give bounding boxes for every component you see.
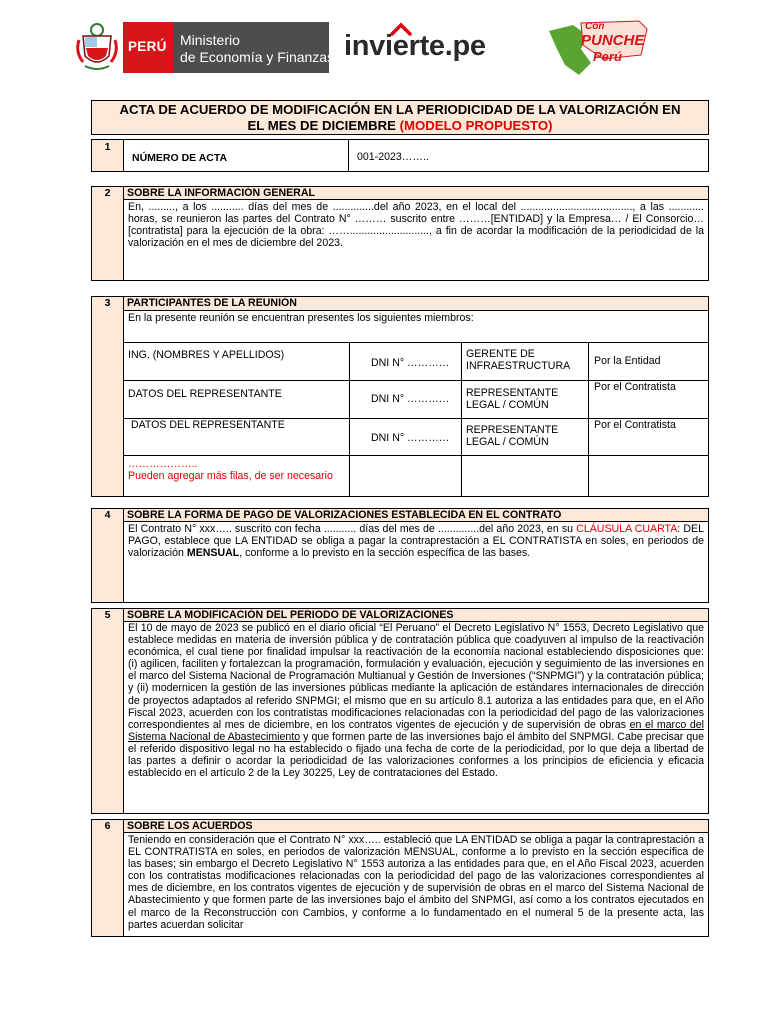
section2-heading: SOBRE LA INFORMACIÓN GENERAL [127,187,315,199]
participant-extra-dni-cell [349,455,462,497]
participant-row-3-role-cell [461,418,589,456]
section2-heading-cell [123,186,709,200]
participant-row-1-party-cell [588,342,709,381]
participant-role: REPRESENTANTE LEGAL / COMÚN [466,424,559,448]
participant-name: ING. (NOMBRES Y APELLIDOS) [128,349,285,361]
peru-coat-of-arms-logo [75,22,119,74]
punche-con: Con [585,21,605,32]
section3-number-cell [91,296,124,497]
section1-number: 1 [104,141,111,153]
section5-body-cell [123,621,709,814]
peru-word: PERÚ [128,39,167,54]
section4-number: 4 [104,509,111,521]
ministry-line1: Ministerio [180,32,240,48]
section4-text-c: , conforme a lo previsto en la sección específica de las bases. [239,547,531,560]
invierte-wordmark: invierte.pe [344,30,486,62]
section5-underlined: en el marco del Sistema Nacional de Abastecimiento [128,718,704,743]
acta-number-value: 001-2023…….. [357,151,429,163]
section5-body [124,622,708,779]
section4-body-cell [123,521,709,603]
section5-text-a: El 10 de mayo de 2023 se publicó en el diario oficial “El Peruano” el Decreto Legislativo N° 1553, Decreto Legislativo que establece medidas en materia de inversión pública y de contratación pública que coadyuven al impulso de la reactivación económica, el cual tiene por finalidad impulsar la reactivación de la economía nacional estableciendo disposiciones que: (i) agilicen, faciliten y fortalezcan la programación, formulación y evaluación, ejecución y seguimiento de las inversiones en el marco del Sistema Nacional de Programación Multianual y Gestión de Inversiones (“SNPMGI”) y la contratación pública; y (ii) modernicen la gestión de las inversiones públicas mediante la aplicación de estándares internacionales de dirección de proyectos adaptados al referido SNPMGI; el mismo que en su artículo 8.1 autoriza a las entidades para que, en el Año Fiscal 2023, acuerden con los contratistas modificaciones relacionadas con la periodicidad del pago de las valorizaciones correspondientes al mes de diciembre, en los contratos vigentes de ejecución y de supervisión de obras [128,622,704,731]
section2-number: 2 [104,187,111,199]
section5-text-b: y que formen parte de las inversiones bajo el ámbito del SNPMGI. Cabe precisar que el referido dispositivo legal no ha establecido o fijado una fecha de corte de la periodicidad, por lo que deja a libertad de las partes a definir o acordar la periodicidad de las valorizaciones conformes a los principios de eficiencia y eficacia establecido en el artículo 2 de la Ley 30225, Ley de contrataciones del Estado. [128,730,704,780]
section3-number: 3 [104,297,111,309]
participant-role: REPRESENTANTE LEGAL / COMÚN [466,387,559,411]
section5-heading: SOBRE LA MODIFICACIÓN DEL PERIODO DE VALORIZACIONES [127,609,454,621]
section2-body-cell [123,199,709,281]
extra-row-dots: ……………….. [128,458,198,470]
participant-row-2-name-cell [123,380,350,419]
section6-body: Teniendo en consideración que el Contrato N° xxx….. estableció que LA ENTIDAD se obliga a pagar la contraprestación a EL CONTRATISTA en soles, en periodos de valorización MENSUAL, conforme a lo previsto en la sección específica de las bases; sin embargo el Decreto Legislativo N° 1553 autoriza a las entidades para que, en el Año Fiscal 2023, acuerden con los contratistas modificaciones relacionadas con la periodicidad del pago de las valorizaciones correspondientes al mes de diciembre, en los contratos vigentes de ejecución y de supervisión de obras en el marco del Sistema Nacional de Abastecimiento y que formen parte de las inversiones bajo el ámbito del SNPMGI, así como a los contratos ejecutados en el marco de la Reconstrucción con Cambios, y conforme a lo fundamentado en el numeral 5 de la presente acta, las partes acuerdan solicitar [128,834,704,931]
participant-row-2-party-cell [588,380,709,419]
section3-heading: PARTICIPANTES DE LA REUNIÓN [127,297,297,309]
participant-dni: DNI N° ………… [371,357,450,369]
peru-mef-logo [123,22,335,73]
participant-row-2-dni-cell [349,380,462,419]
participant-party: Por el Contratista [594,381,676,393]
invierte-pe-logo [344,18,504,68]
section3-intro-cell [123,310,709,343]
ministry-block [173,22,335,73]
section5-heading-cell [123,608,709,622]
section2-body: En, ........., a los ........... días del mes de ..............del año 2023, en el local del ......................................, a las ............ horas, se reunieron las partes del Contrato N° ……… suscrito entre ………[ENTIDAD] y la Empresa… / El Consorcio…[contratista] para la ejecución de la obra: ……..........................., a fin de acordar la modificación de la periodicidad de la valorización en el mes de diciembre del 2023. [128,201,704,250]
participant-row-3-name-cell [123,418,350,456]
section4-clause-ref: CLÁUSULA CUARTA [576,523,678,535]
participant-party: Por el Contratista [594,419,676,431]
section6-body-cell [123,832,709,937]
title-line2 [92,118,708,134]
participant-row-3-dni-cell [349,418,462,456]
section2-number-cell [91,186,124,281]
title-line1: ACTA DE ACUERDO DE MODIFICACIÓN EN LA PERIODICIDAD DE LA VALORIZACIÓN EN [119,102,681,117]
participant-dni: DNI N° ………… [371,432,450,444]
section1-number-cell [91,139,124,172]
participant-row-1-name-cell [123,342,350,381]
participant-extra-row-cell [123,455,350,497]
section5-number-cell [91,608,124,814]
section6-number-cell [91,819,124,937]
section5-number: 5 [104,609,111,621]
section6-heading-cell [123,819,709,833]
section4-heading: SOBRE LA FORMA DE PAGO DE VALORIZACIONES ESTABLECIDA EN EL CONTRATO [127,509,562,521]
section3-heading-cell [123,296,709,311]
section4-number-cell [91,508,124,603]
participant-dni: DNI N° ………… [371,393,450,405]
punche-peru: Perú [593,49,622,64]
con-punche-peru-logo [543,15,655,79]
punche-word: PUNCHE [581,32,645,49]
title-model-note: (MODELO PROPUESTO) [399,117,553,133]
document-title [91,100,709,135]
title-line2-text: EL MES DE DICIEMBRE [247,117,400,133]
participant-row-3-party-cell [588,418,709,456]
participant-name: DATOS DEL REPRESENTANTE [128,388,282,400]
participant-row-2-role-cell [461,380,589,419]
extra-row-note: Pueden agregar más filas, de ser necesario [128,470,333,482]
section4-text-b: : DEL PAGO, establece que LA ENTIDAD se obliga a pagar la contraprestación a EL CONTRATISTA en soles, en periodos de valorización [128,523,704,560]
acta-number-label-cell [123,139,349,172]
participant-role: GERENTE DE INFRAESTRUCTURA [466,348,571,372]
participant-name: DATOS DEL REPRESENTANTE [128,419,285,431]
section6-number: 6 [104,820,111,832]
participant-row-1-dni-cell [349,342,462,381]
acta-number-label: NÚMERO DE ACTA [132,152,228,164]
section3-intro: En la presente reunión se encuentran presentes los siguientes miembros: [128,312,474,324]
section6-heading: SOBRE LOS ACUERDOS [127,820,253,832]
section4-text-a: El Contrato N° xxx….. suscrito con fecha ........... días del mes de ..............del año 2023, en su [128,523,577,535]
participant-extra-party-cell [588,455,709,497]
peru-red-block [123,22,173,73]
section4-body [124,522,708,559]
acta-number-value-cell [348,139,709,172]
participant-party: Por la Entidad [594,355,661,367]
participant-extra-role-cell [461,455,589,497]
ministry-line2: de Economía y Finanzas [180,49,335,65]
participant-row-1-role-cell [461,342,589,381]
section4-period: MENSUAL [186,547,240,560]
section4-heading-cell [123,508,709,522]
